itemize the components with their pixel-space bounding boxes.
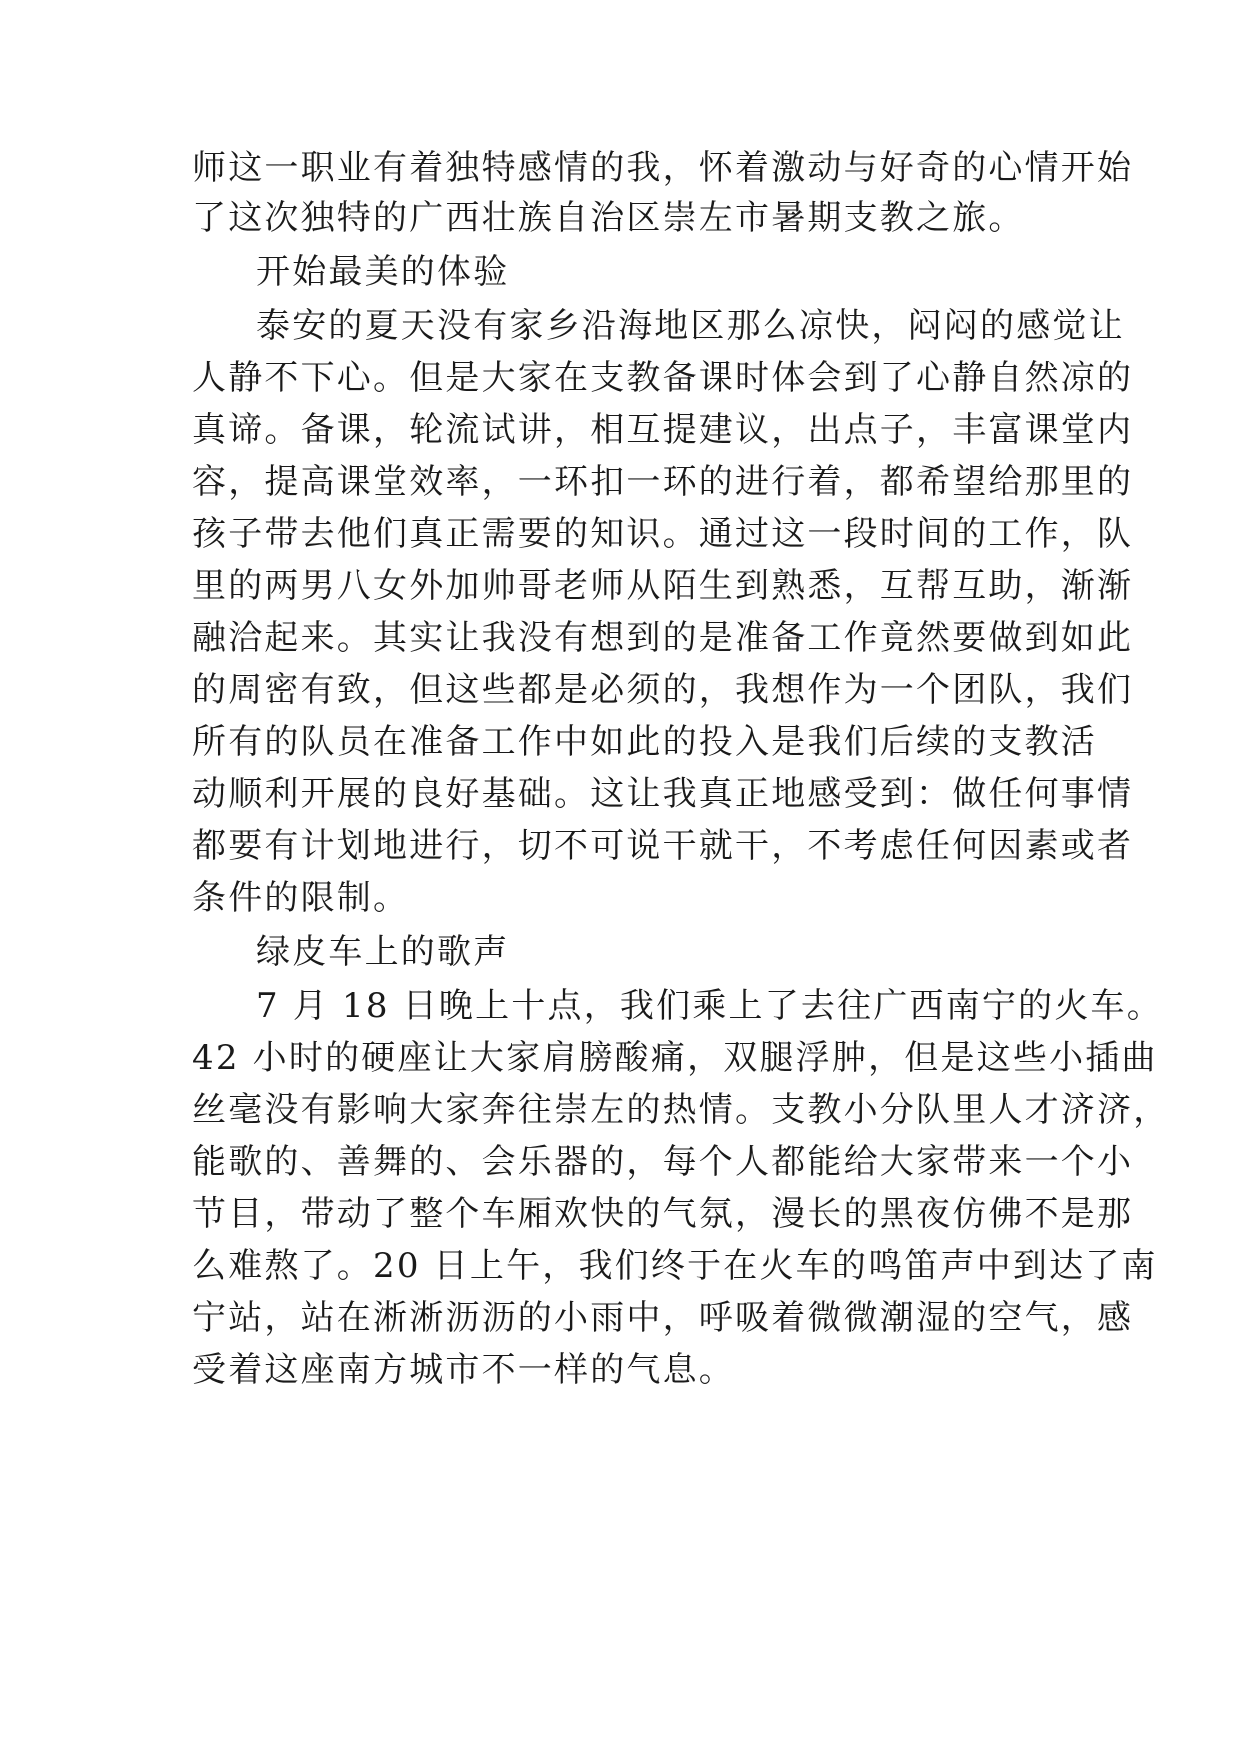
text-line: 节目，带动了整个车厢欢快的气氛，漫长的黑夜仿佛不是那 — [192, 1194, 1134, 1234]
text-line: 能歌的、善舞的、会乐器的，每个人都能给大家带来一个小 — [192, 1142, 1134, 1182]
section-heading: 开始最美的体验 — [256, 252, 510, 292]
text-line: 42 小时的硬座让大家肩膀酸痛，双腿浮肿，但是这些小插曲 — [192, 1038, 1158, 1078]
text-line: 宁站，站在淅淅沥沥的小雨中，呼吸着微微潮湿的空气，感 — [192, 1298, 1134, 1338]
text-line: 动顺利开展的良好基础。这让我真正地感受到：做任何事情 — [192, 774, 1134, 814]
text-line: 里的两男八女外加帅哥老师从陌生到熟悉，互帮互助，渐渐 — [192, 566, 1134, 606]
text-line: 容，提高课堂效率，一环扣一环的进行着，都希望给那里的 — [192, 462, 1134, 502]
text-line: 所有的队员在准备工作中如此的投入是我们后续的支教活 — [192, 722, 1097, 762]
text-line: 泰安的夏天没有家乡沿海地区那么凉快，闷闷的感觉让 — [256, 306, 1125, 346]
text-line: 么难熬了。20 日上午，我们终于在火车的鸣笛声中到达了南 — [192, 1246, 1158, 1286]
section-heading: 绿皮车上的歌声 — [256, 932, 510, 972]
text-line: 融洽起来。其实让我没有想到的是准备工作竟然要做到如此 — [192, 618, 1134, 658]
text-line: 人静不下心。但是大家在支教备课时体会到了心静自然凉的 — [192, 358, 1134, 398]
text-line: 丝毫没有影响大家奔往崇左的热情。支教小分队里人才济济， — [192, 1090, 1170, 1130]
text-line: 的周密有致，但这些都是必须的，我想作为一个团队，我们 — [192, 670, 1134, 710]
text-line: 了这次独特的广西壮族自治区崇左市暑期支教之旅。 — [192, 198, 1025, 238]
text-line: 都要有计划地进行，切不可说干就干，不考虑任何因素或者 — [192, 826, 1134, 866]
text-line: 师这一职业有着独特感情的我，怀着激动与好奇的心情开始 — [192, 148, 1134, 188]
text-line: 受着这座南方城市不一样的气息。 — [192, 1350, 735, 1390]
text-line: 7 月 18 日晚上十点，我们乘上了去往广西南宁的火车。 — [256, 986, 1163, 1026]
text-line: 孩子带去他们真正需要的知识。通过这一段时间的工作，队 — [192, 514, 1134, 554]
text-line: 条件的限制。 — [192, 878, 410, 918]
text-line: 真谛。备课，轮流试讲，相互提建议，出点子，丰富课堂内 — [192, 410, 1134, 450]
